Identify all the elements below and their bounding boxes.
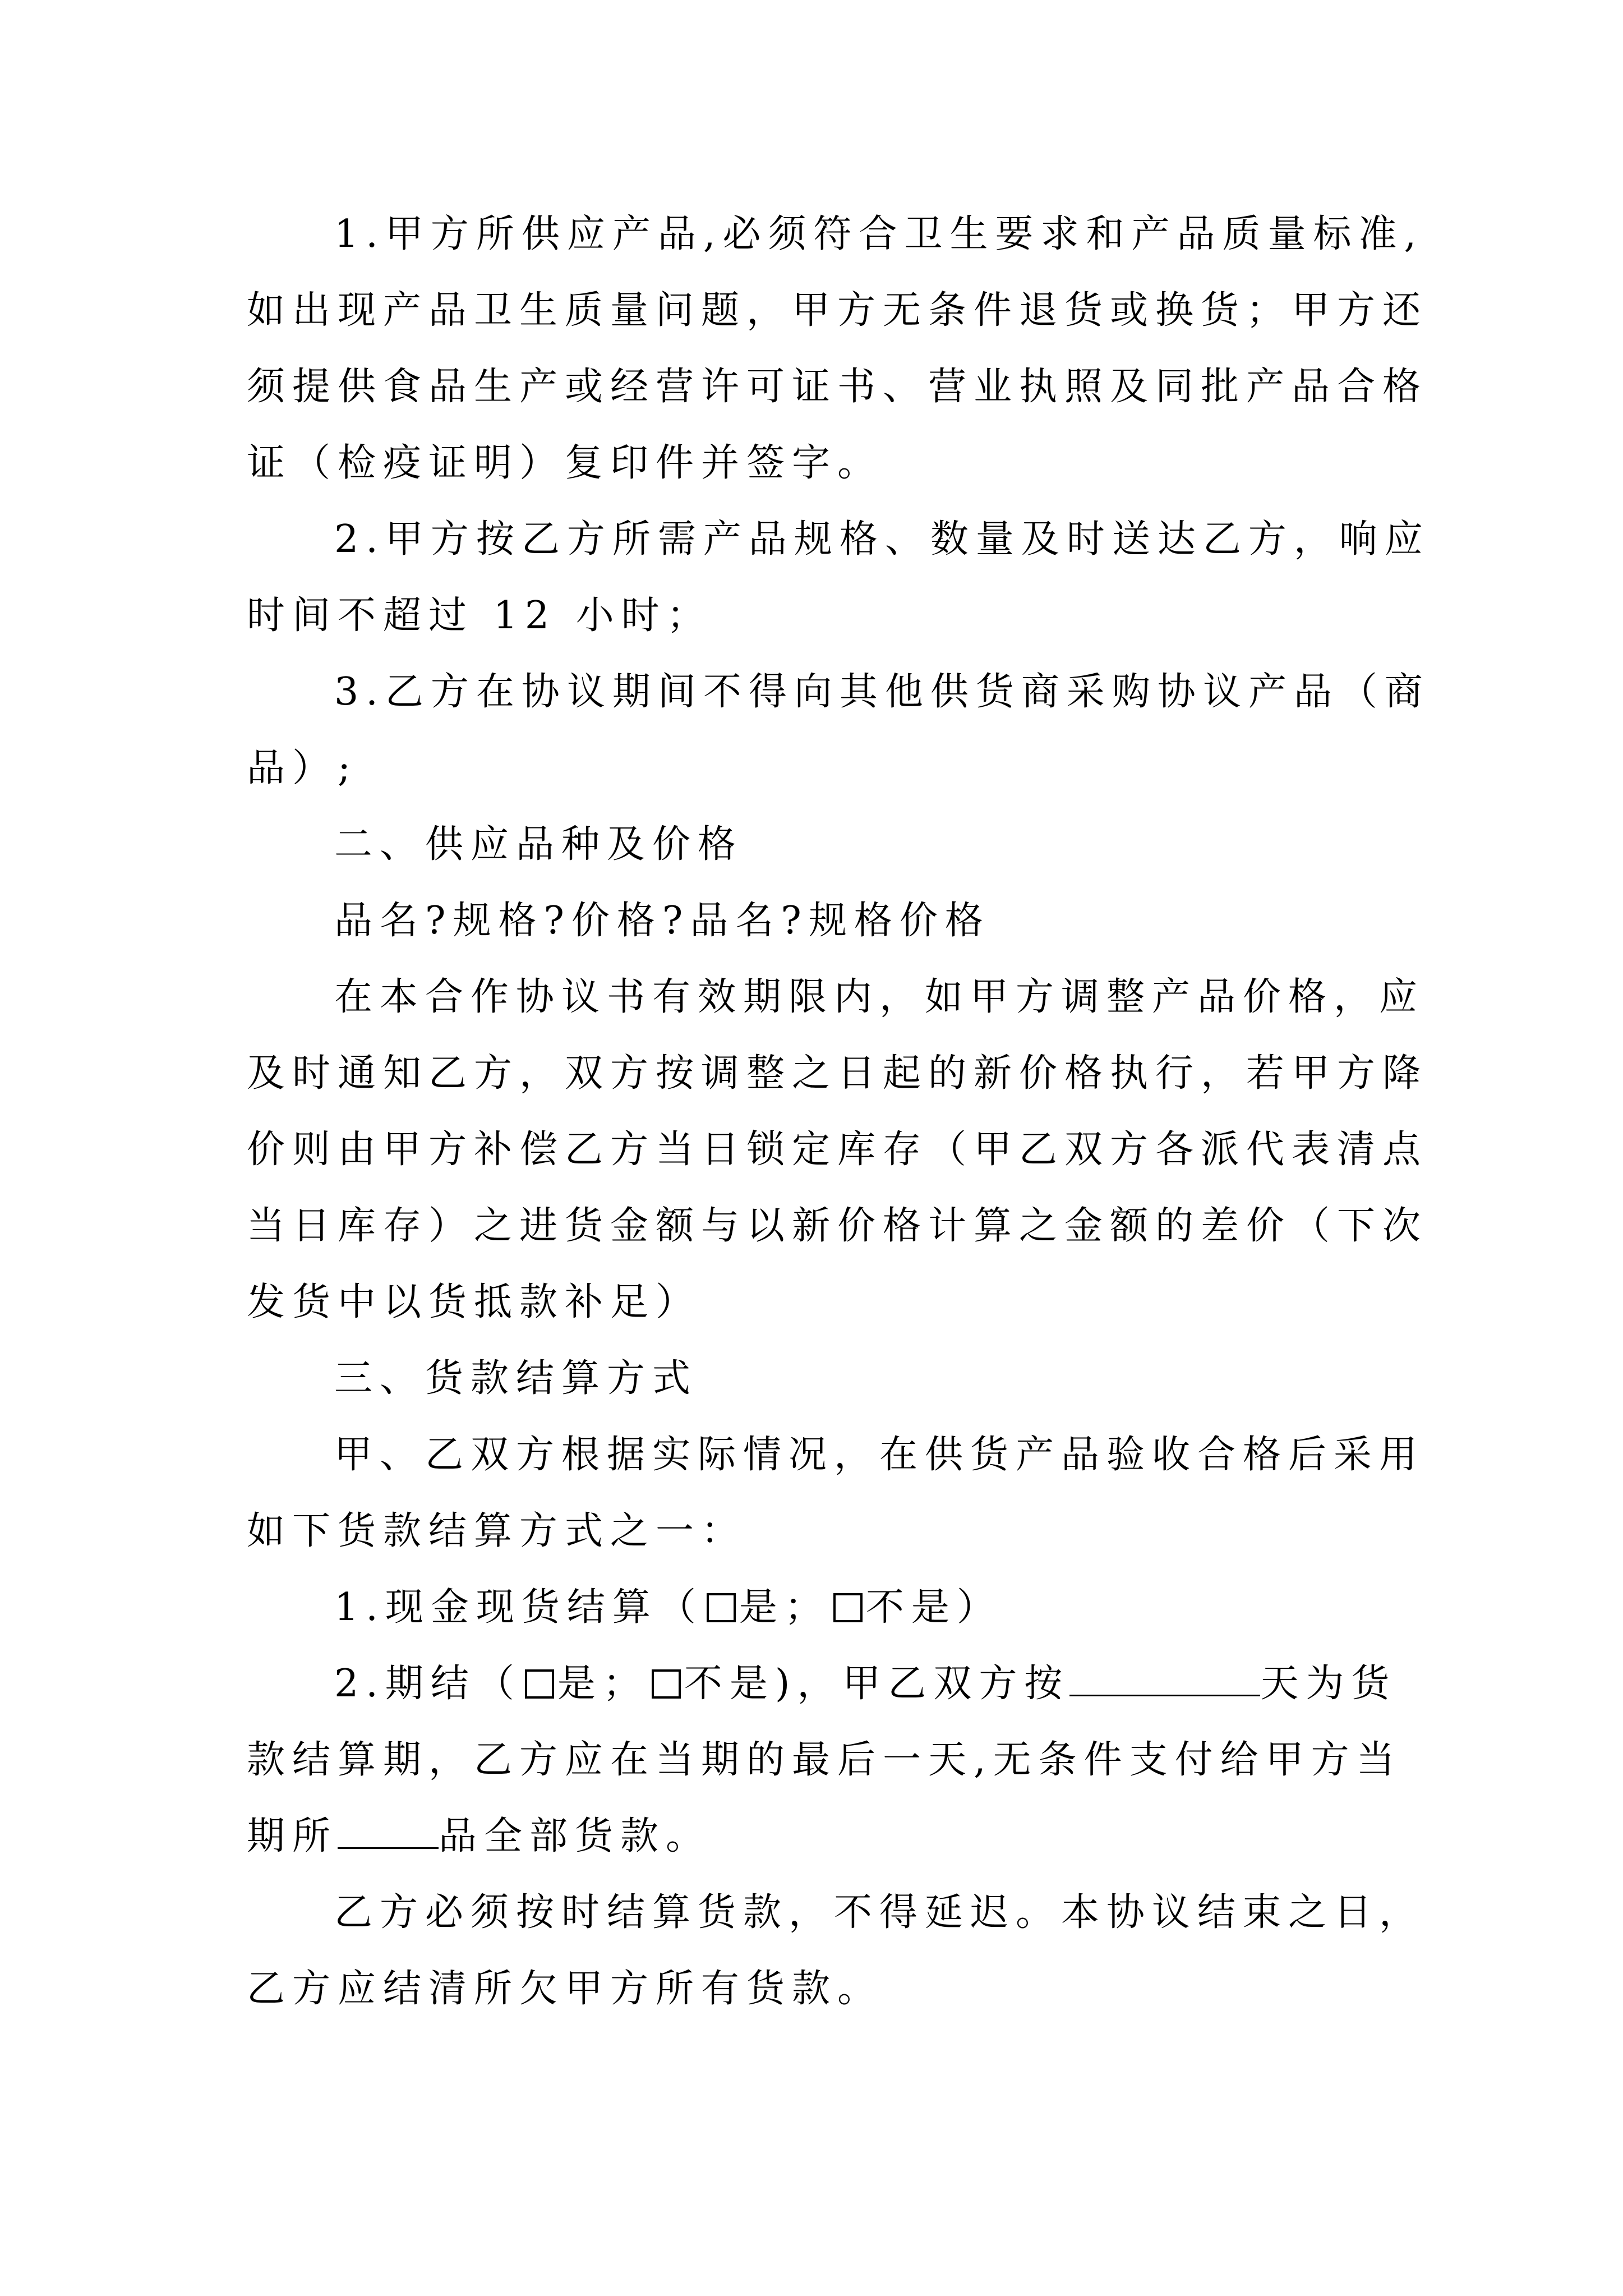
item2-line1: 2.甲方按乙方所需产品规格、数量及时送达乙方，响应	[334, 517, 1430, 562]
cash-no-checkbox[interactable]	[833, 1593, 863, 1622]
item1-line1: 1.甲方所供应产品,必须符合卫生要求和产品质量标准,	[334, 212, 1424, 256]
period-line3	[247, 1809, 711, 1865]
option-period-label: 2.期结（	[334, 1662, 522, 1706]
price-para-line4: 当日库存）之进货金额与以新价格计算之金额的差价（下次	[247, 1204, 1428, 1248]
item3-line2: 品）;	[247, 746, 358, 790]
product-blank-field[interactable]	[338, 1812, 439, 1849]
section3-heading: 三、货款结算方式	[334, 1356, 698, 1401]
period-no-label: 不是)，甲乙双方按	[684, 1662, 1070, 1706]
price-para-line5: 发货中以货抵款补足）	[247, 1280, 702, 1324]
cash-yes-label: 是；	[739, 1585, 830, 1630]
item1-line3: 须提供食品生产或经营许可证书、营业执照及同批产品合格	[247, 365, 1428, 409]
item1-line2: 如出现产品卫生质量问题，甲方无条件退货或换货；甲方还	[247, 288, 1428, 333]
price-para-line3: 价则由甲方补偿乙方当日锁定库存（甲乙双方各派代表清点	[247, 1128, 1428, 1172]
closing-line1: 乙方必须按时结算货款，不得延迟。本协议结束之日，	[334, 1890, 1425, 1935]
settlement-intro-line2: 如下货款结算方式之一：	[247, 1509, 747, 1553]
item1-line4: 证（检疫证明）复印件并签字。	[247, 441, 883, 485]
period-line2: 款结算期，乙方应在当期的最后一天,无条件支付给甲方当	[247, 1738, 1402, 1782]
days-blank-field[interactable]	[1069, 1660, 1260, 1696]
period-days-suffix: 天为货	[1260, 1662, 1397, 1706]
section2-heading: 二、供应品种及价格	[334, 822, 744, 867]
option-cash-settlement	[334, 1580, 1002, 1636]
closing-line2: 乙方应结清所欠甲方所有货款。	[247, 1967, 883, 2011]
item3-line1: 3.乙方在协议期间不得向其他供货商采购协议产品（商	[334, 670, 1430, 714]
item2-line2: 时间不超过 12 小时；	[247, 593, 712, 638]
price-para-line1: 在本合作协议书有效期限内，如甲方调整产品价格，应	[334, 975, 1425, 1019]
period-yes-checkbox[interactable]	[525, 1669, 554, 1699]
settlement-intro-line1: 甲、乙双方根据实际情况，在供货产品验收合格后采用	[334, 1433, 1425, 1477]
cash-no-label: 不是）	[865, 1585, 1002, 1630]
price-table-header: 品名?规格?价格?品名?规格价格	[334, 899, 990, 943]
period-line3-suffix: 品全部货款。	[439, 1814, 712, 1858]
period-yes-label: 是；	[557, 1662, 648, 1706]
period-no-checkbox[interactable]	[652, 1669, 681, 1699]
cash-yes-checkbox[interactable]	[707, 1593, 736, 1622]
period-line3-prefix: 期所	[247, 1814, 338, 1858]
option-period-settlement	[334, 1656, 1396, 1712]
option-cash-label: 1.现金现货结算（	[334, 1585, 703, 1630]
price-para-line2: 及时通知乙方，双方按调整之日起的新价格执行，若甲方降	[247, 1051, 1428, 1096]
